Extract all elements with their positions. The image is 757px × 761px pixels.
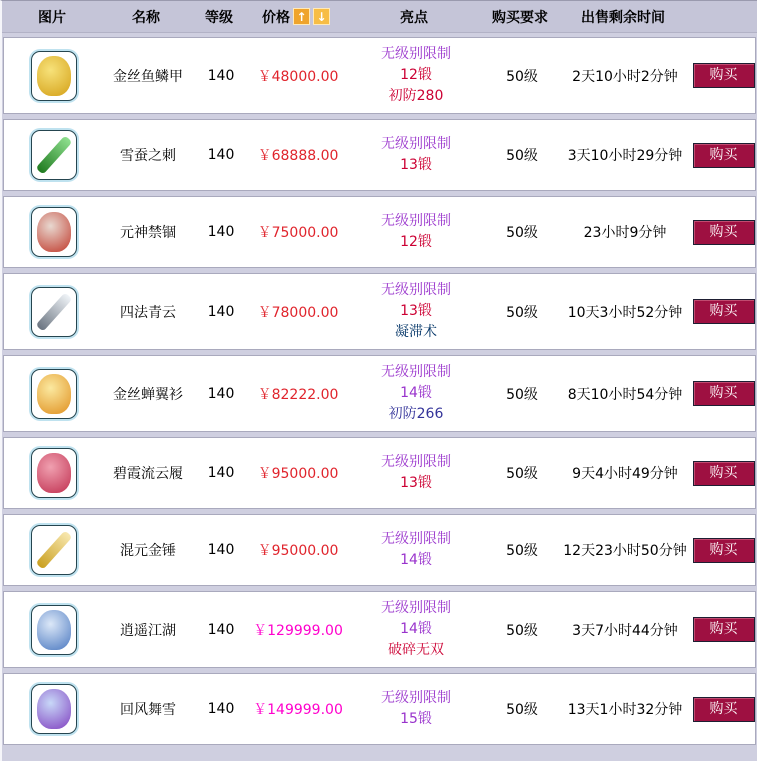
highlight-line: 14锻 bbox=[400, 385, 432, 401]
golden-fish-scale-armor-icon bbox=[31, 51, 77, 101]
buy-cell bbox=[692, 461, 755, 486]
item-image-cell bbox=[4, 684, 104, 734]
item-price: ￥95000.00 bbox=[257, 466, 339, 482]
snow-silkworm-thorn-icon bbox=[31, 130, 77, 180]
table-row bbox=[3, 37, 756, 114]
buy-cell bbox=[692, 697, 755, 722]
golden-cicada-robe-icon bbox=[31, 369, 77, 419]
column-header-price-label: 价格 bbox=[262, 9, 290, 26]
table-row bbox=[3, 196, 756, 268]
item-highlights bbox=[346, 452, 486, 494]
item-highlights bbox=[346, 211, 486, 253]
item-level: 140 bbox=[207, 67, 235, 84]
item-time-left: 3天10小时29分钟 bbox=[567, 148, 683, 164]
buy-button[interactable]: 购买 bbox=[693, 617, 755, 642]
item-level: 140 bbox=[207, 701, 235, 717]
buy-cell bbox=[692, 538, 755, 563]
item-price: ￥149999.00 bbox=[253, 702, 343, 718]
item-time-left: 8天10小时54分钟 bbox=[567, 386, 683, 403]
highlight-line: 无级别限制 bbox=[381, 364, 451, 380]
buy-cell bbox=[692, 617, 755, 642]
highlight-line: 无级别限制 bbox=[381, 136, 451, 152]
item-name: 回风舞雪 bbox=[120, 702, 176, 718]
highlight-line: 13锻 bbox=[400, 157, 432, 173]
buy-cell bbox=[692, 63, 755, 88]
table-row bbox=[3, 355, 756, 432]
highlight-line: 破碎无双 bbox=[388, 642, 444, 658]
item-name: 雪蚕之刺 bbox=[120, 148, 176, 164]
highlight-line: 15锻 bbox=[400, 711, 432, 727]
buy-button[interactable]: 购买 bbox=[693, 697, 755, 722]
item-name: 四法青云 bbox=[120, 304, 176, 321]
item-name: 碧霞流云履 bbox=[113, 466, 183, 482]
item-level: 140 bbox=[207, 303, 235, 320]
buy-cell bbox=[692, 299, 755, 324]
highlight-line: 12锻 bbox=[400, 67, 432, 83]
column-header-level: 等级 bbox=[205, 9, 233, 26]
buy-button[interactable]: 购买 bbox=[693, 220, 755, 245]
table-row bbox=[3, 273, 756, 350]
item-time-left: 9天4小时49分钟 bbox=[572, 466, 678, 482]
item-image-cell bbox=[4, 287, 104, 337]
item-time-left: 12天23小时50分钟 bbox=[563, 543, 687, 559]
item-requirement: 50级 bbox=[506, 68, 538, 85]
highlight-line: 凝滞术 bbox=[395, 324, 437, 340]
highlight-line: 14锻 bbox=[400, 552, 432, 568]
item-time-left: 10天3小时52分钟 bbox=[567, 304, 683, 321]
item-price: ￥78000.00 bbox=[257, 304, 339, 321]
column-header-price bbox=[248, 7, 344, 27]
buy-button[interactable]: 购买 bbox=[693, 299, 755, 324]
item-price: ￥129999.00 bbox=[253, 622, 343, 639]
item-price: ￥82222.00 bbox=[257, 386, 339, 403]
item-name: 金丝鱼鳞甲 bbox=[113, 68, 183, 85]
buy-button[interactable]: 购买 bbox=[693, 461, 755, 486]
item-image-cell bbox=[4, 207, 104, 257]
highlight-line: 14锻 bbox=[400, 621, 432, 637]
item-price: ￥75000.00 bbox=[257, 225, 339, 241]
item-name: 混元金锤 bbox=[120, 543, 176, 559]
item-level: 140 bbox=[207, 542, 235, 558]
item-price: ￥48000.00 bbox=[257, 68, 339, 85]
table-header bbox=[2, 1, 757, 33]
item-image-cell bbox=[4, 448, 104, 498]
item-image-cell bbox=[4, 51, 104, 101]
column-header-image: 图片 bbox=[38, 9, 66, 26]
highlight-line: 12锻 bbox=[400, 234, 432, 250]
item-price: ￥68888.00 bbox=[257, 148, 339, 164]
item-highlights bbox=[346, 598, 486, 661]
item-highlights bbox=[346, 280, 486, 343]
item-level: 140 bbox=[207, 621, 235, 638]
item-name: 金丝蝉翼衫 bbox=[113, 386, 183, 403]
highlight-line: 无级别限制 bbox=[381, 531, 451, 547]
item-level: 140 bbox=[207, 147, 235, 163]
buy-cell bbox=[692, 220, 755, 245]
highlight-line: 无级别限制 bbox=[381, 282, 451, 298]
column-header-requirement: 购买要求 bbox=[492, 9, 548, 26]
item-requirement: 50级 bbox=[506, 386, 538, 403]
table-row bbox=[3, 437, 756, 509]
buy-button[interactable]: 购买 bbox=[693, 63, 755, 88]
item-time-left: 13天1小时32分钟 bbox=[567, 702, 683, 718]
highlight-line: 无级别限制 bbox=[381, 46, 451, 62]
price-sort-ascending-button[interactable]: ↑ bbox=[293, 8, 310, 25]
column-header-name: 名称 bbox=[132, 9, 160, 26]
item-requirement: 50级 bbox=[506, 225, 538, 241]
buy-button[interactable]: 购买 bbox=[693, 381, 755, 406]
buy-button[interactable]: 购买 bbox=[693, 143, 755, 168]
item-name: 逍遥江湖 bbox=[120, 622, 176, 639]
table-row bbox=[3, 591, 756, 668]
item-level: 140 bbox=[207, 224, 235, 240]
item-time-left: 3天7小时44分钟 bbox=[572, 622, 678, 639]
spirit-shackle-icon bbox=[31, 207, 77, 257]
item-highlights bbox=[346, 44, 486, 107]
azure-cloud-sword-icon bbox=[31, 287, 77, 337]
carefree-fan-icon bbox=[31, 605, 77, 655]
table-row bbox=[3, 673, 756, 745]
highlight-line: 无级别限制 bbox=[381, 690, 451, 706]
item-image-cell bbox=[4, 369, 104, 419]
highlight-line: 初防280 bbox=[388, 88, 444, 104]
whirlwind-snow-wisp-icon bbox=[31, 684, 77, 734]
table-row bbox=[3, 119, 756, 191]
item-requirement: 50级 bbox=[506, 304, 538, 321]
cloud-walking-shoes-icon bbox=[31, 448, 77, 498]
item-price: ￥95000.00 bbox=[257, 543, 339, 559]
item-requirement: 50级 bbox=[506, 543, 538, 559]
item-name: 元神禁锢 bbox=[120, 225, 176, 241]
buy-cell bbox=[692, 381, 755, 406]
buy-cell bbox=[692, 143, 755, 168]
highlight-line: 无级别限制 bbox=[381, 600, 451, 616]
item-image-cell bbox=[4, 130, 104, 180]
item-requirement: 50级 bbox=[506, 148, 538, 164]
item-time-left: 2天10小时2分钟 bbox=[572, 68, 678, 85]
price-sort-descending-button[interactable]: ↓ bbox=[313, 8, 330, 25]
item-requirement: 50级 bbox=[506, 466, 538, 482]
buy-button[interactable]: 购买 bbox=[693, 538, 755, 563]
primal-golden-hammer-icon bbox=[31, 525, 77, 575]
highlight-line: 无级别限制 bbox=[381, 454, 451, 470]
item-highlights bbox=[346, 134, 486, 176]
item-time-left: 23小时9分钟 bbox=[583, 225, 667, 241]
highlight-line: 13锻 bbox=[400, 303, 432, 319]
highlight-line: 初防266 bbox=[388, 406, 444, 422]
item-level: 140 bbox=[207, 465, 235, 481]
item-rows bbox=[2, 37, 757, 745]
highlight-line: 无级别限制 bbox=[381, 213, 451, 229]
column-header-highlights: 亮点 bbox=[400, 9, 428, 26]
item-highlights bbox=[346, 362, 486, 425]
item-level: 140 bbox=[207, 385, 235, 402]
item-highlights bbox=[346, 529, 486, 571]
item-requirement: 50级 bbox=[506, 702, 538, 718]
item-image-cell bbox=[4, 605, 104, 655]
item-requirement: 50级 bbox=[506, 622, 538, 639]
column-header-time-left: 出售剩余时间 bbox=[581, 9, 665, 26]
highlight-line: 13锻 bbox=[400, 475, 432, 491]
table-row bbox=[3, 514, 756, 586]
item-image-cell bbox=[4, 525, 104, 575]
item-highlights bbox=[346, 688, 486, 730]
